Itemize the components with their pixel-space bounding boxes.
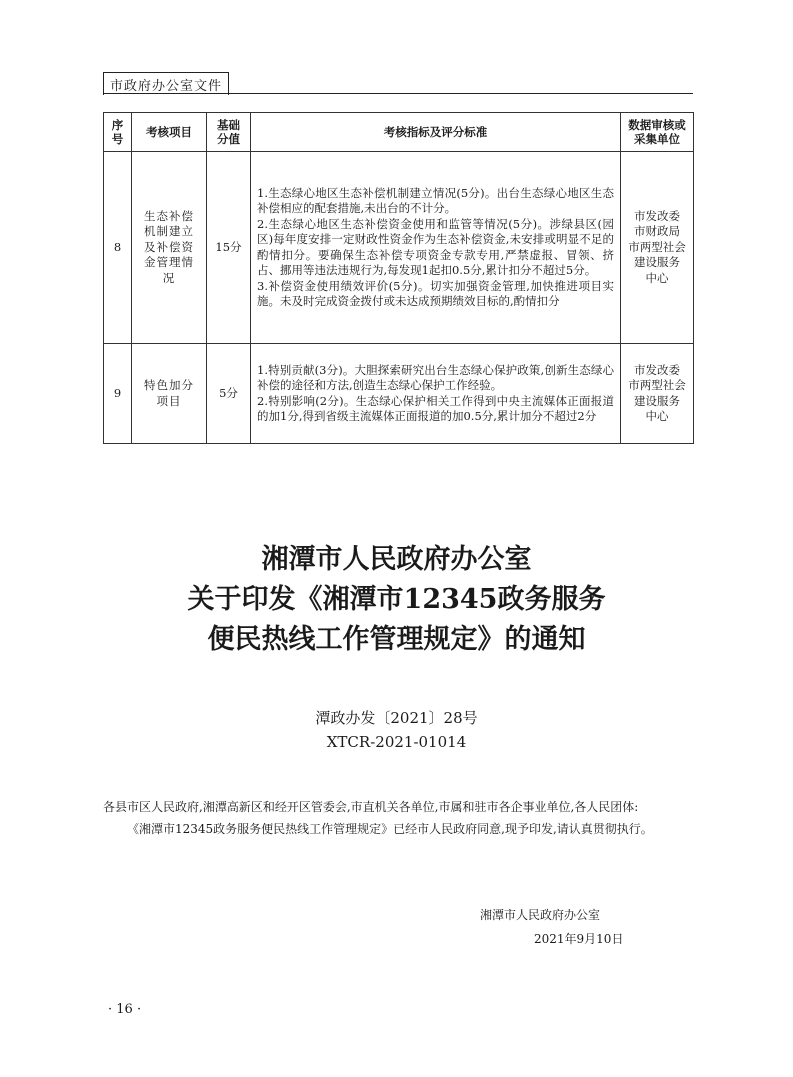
criteria-line: 1.生态绿心地区生态补偿机制建立情况(5分)。出台生态绿心地区生态补偿相应的配套措施,未出台的不计分。 (257, 185, 614, 215)
document-number (0, 706, 793, 754)
recipients-paragraph: 各县市区人民政府,湘潭高新区和经开区管委会,市直机关各单位,市属和驻市各企事业单位,各人民团体: (103, 800, 639, 814)
row-unit-text: 市发改委 市财政局 市两型社会 建设服务 中心 (628, 208, 686, 285)
content-paragraph: 《湘潭市12345政务服务便民热线工作管理规定》已经市人民政府同意,现予印发,请认真贯彻执行。 (127, 822, 653, 836)
row-score: 5分 (207, 344, 251, 444)
row-criteria (251, 344, 621, 444)
header-unit (621, 113, 694, 152)
row-unit (621, 152, 694, 344)
issue-date: 2021年9月10日 (534, 932, 624, 946)
header-item (132, 113, 207, 152)
row-criteria (251, 152, 621, 344)
header-rule (103, 93, 693, 94)
header-criteria (251, 113, 621, 152)
notice-title (0, 540, 793, 660)
header-score (207, 113, 251, 152)
criteria-line: 2.生态绿心地区生态补偿资金使用和监管等情况(5分)。涉绿县区(园区)每年度安排一定财政性资金作为生态补偿资金,未安排或明显不足的酌情扣分。要确保生态补偿专项资金专款专用,严禁虚报、冒领、挤占、挪用等违法违规行为,每发现1起扣0.5分,累计扣分不超过5分。 (257, 216, 614, 277)
criteria-line: 2.特别影响(2分)。生态绿心保护相关工作得到中央主流媒体正面报道的加1分,得到省级主流媒体正面报道的加0.5分,累计加分不超过2分 (257, 393, 614, 423)
row-item: 特色加分项目 (132, 344, 207, 444)
header-item-text: 考核项目 (146, 125, 192, 139)
header-no (104, 113, 132, 152)
row-no: 8 (104, 152, 132, 344)
header-tab: 市政府办公室文件 (103, 72, 229, 95)
row-score: 15分 (207, 152, 251, 344)
header-unit-text: 数据审核或 采集单位 (628, 118, 686, 146)
signature-block (480, 904, 680, 950)
doc-code-line: XTCR-2021-01014 (326, 733, 467, 751)
criteria-line: 1.特别贡献(3分)。大胆探索研究出台生态绿心保护政策,创新生态绿心补偿的途径和方法,创造生态绿心保护工作经验。 (257, 362, 614, 392)
title-line: 湘潭市人民政府办公室 (261, 544, 532, 575)
issuer: 湘潭市人民政府办公室 (480, 908, 601, 922)
row-item: 生态补偿机制建立及补偿资金管理情况 (132, 152, 207, 344)
row-no: 9 (104, 344, 132, 444)
header-criteria-text: 考核指标及评分标准 (383, 125, 488, 139)
header-score-text: 基础 分值 (217, 118, 240, 146)
notice-body (103, 796, 693, 840)
table-header-row (104, 113, 694, 152)
assessment-table (103, 112, 694, 444)
row-unit-text: 市发改委 市两型社会 建设服务 中心 (628, 362, 686, 423)
title-line: 关于印发《湘潭市12345政务服务 (187, 584, 606, 615)
table-row (104, 152, 694, 344)
document-header (103, 72, 693, 95)
doc-number-line: 潭政办发〔2021〕28号 (315, 709, 478, 727)
row-unit (621, 344, 694, 444)
table-row (104, 344, 694, 444)
criteria-line: 3.补偿资金使用绩效评价(5分)。切实加强资金管理,加快推进项目实施。未及时完成资金拨付或未达成预期绩效目标的,酌情扣分 (257, 278, 614, 308)
page-number: · 16 · (108, 1002, 142, 1017)
title-line: 便民热线工作管理规定》的通知 (207, 624, 586, 655)
header-no-text: 序 号 (111, 118, 124, 146)
